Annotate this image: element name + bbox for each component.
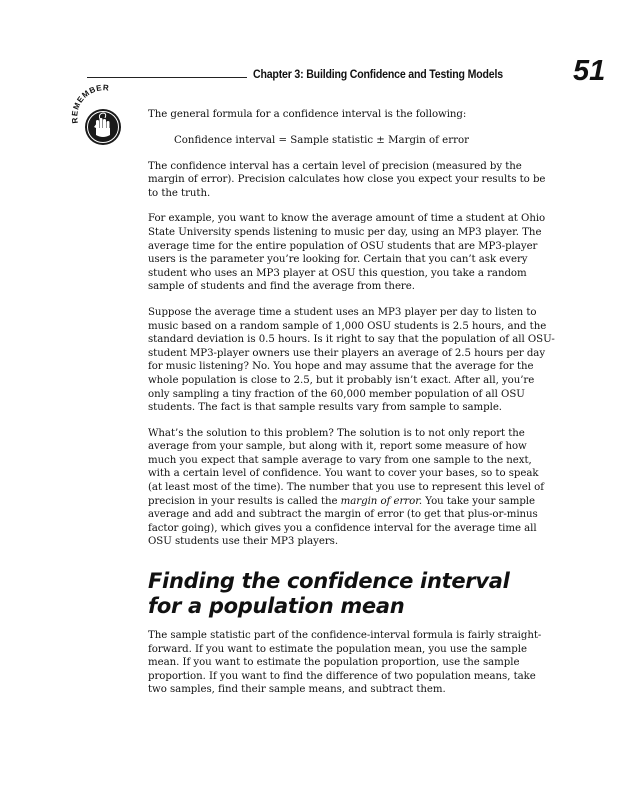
paragraph-formula-intro: The general formula for a confidence interval is the following:: [148, 109, 467, 120]
paragraph-margin-of-error-part2: You take your sample average and add and subtract the margin of error (to get that plus-or-minus factor going), which gives you a confidence interval for the average time all OSU students use their MP3 players.: [148, 495, 538, 548]
formula-line: Confidence interval = Sample statistic ± Margin of error: [174, 134, 469, 146]
section-heading-line1: Finding the confidence interval: [148, 569, 510, 594]
paragraph-margin-of-error: [148, 427, 555, 549]
section-heading-line2: for a population mean: [148, 594, 405, 619]
header-rule: [87, 77, 247, 78]
remember-badge-graphic: [70, 83, 138, 151]
paragraph-osu-example: For example, you want to know the average amount of time a student at Ohio State University spends listening to music per day, using an MP3 player. The average time for the entire population of OSU students that are MP3-player users is the parameter you’re looking for. Certain that you can’t ask every student who uses an MP3 player at OSU this question, you take a random sample of students and find the average from there.: [148, 213, 546, 293]
chapter-title: Chapter 3: Building Confidence and Testing Models: [253, 67, 503, 81]
margin-of-error-term: margin of error.: [340, 495, 423, 507]
remember-icon: [70, 83, 138, 151]
paragraph-sample-statistic: The sample statistic part of the confidence-interval formula is fairly straight-forward. If you want to estimate the population mean, you use the sample mean. If you want to estimate the population proportion, use the sample proportion. If you want to find the difference of two population means, take two samples, find their sample means, and subtract them.: [148, 630, 542, 696]
paragraph-precision: The confidence interval has a certain level of precision (measured by the margin of error). Precision calculates how close you expect your results to be to the truth.: [148, 160, 546, 199]
paragraph-sample-average: Suppose the average time a student uses an MP3 player per day to listen to music based on a random sample of 1,000 OSU students is 2.5 hours, and the standard deviation is 0.5 hours. Is it right to say that the population of all OSU-student MP3-player owners use their players an average of 2.5 hours per day for music listening? No. You hope and may assume that the average for the whole population is close to 2.5, but it probably isn’t exact. After all, you’re only sampling a tiny fraction of the 60,000 member population of all OSU students. The fact is that sample results vary from sample to sample.: [148, 306, 555, 414]
page-body: [148, 108, 555, 709]
remember-label: REMEMBER: [70, 83, 110, 124]
section-heading: [148, 569, 555, 619]
paragraph-margin-of-error-part1: What’s the solution to this problem? The solution is to not only report the average from your sample, but along with it, report some measure of how much you expect that sample average to vary from one sample to the next, with a certain level of confidence. You want to cover your bases, so to speak (at least most of the time). The number that you use to represent this level of precision in your results is called the: [148, 427, 544, 507]
page-number: 51: [573, 55, 606, 87]
